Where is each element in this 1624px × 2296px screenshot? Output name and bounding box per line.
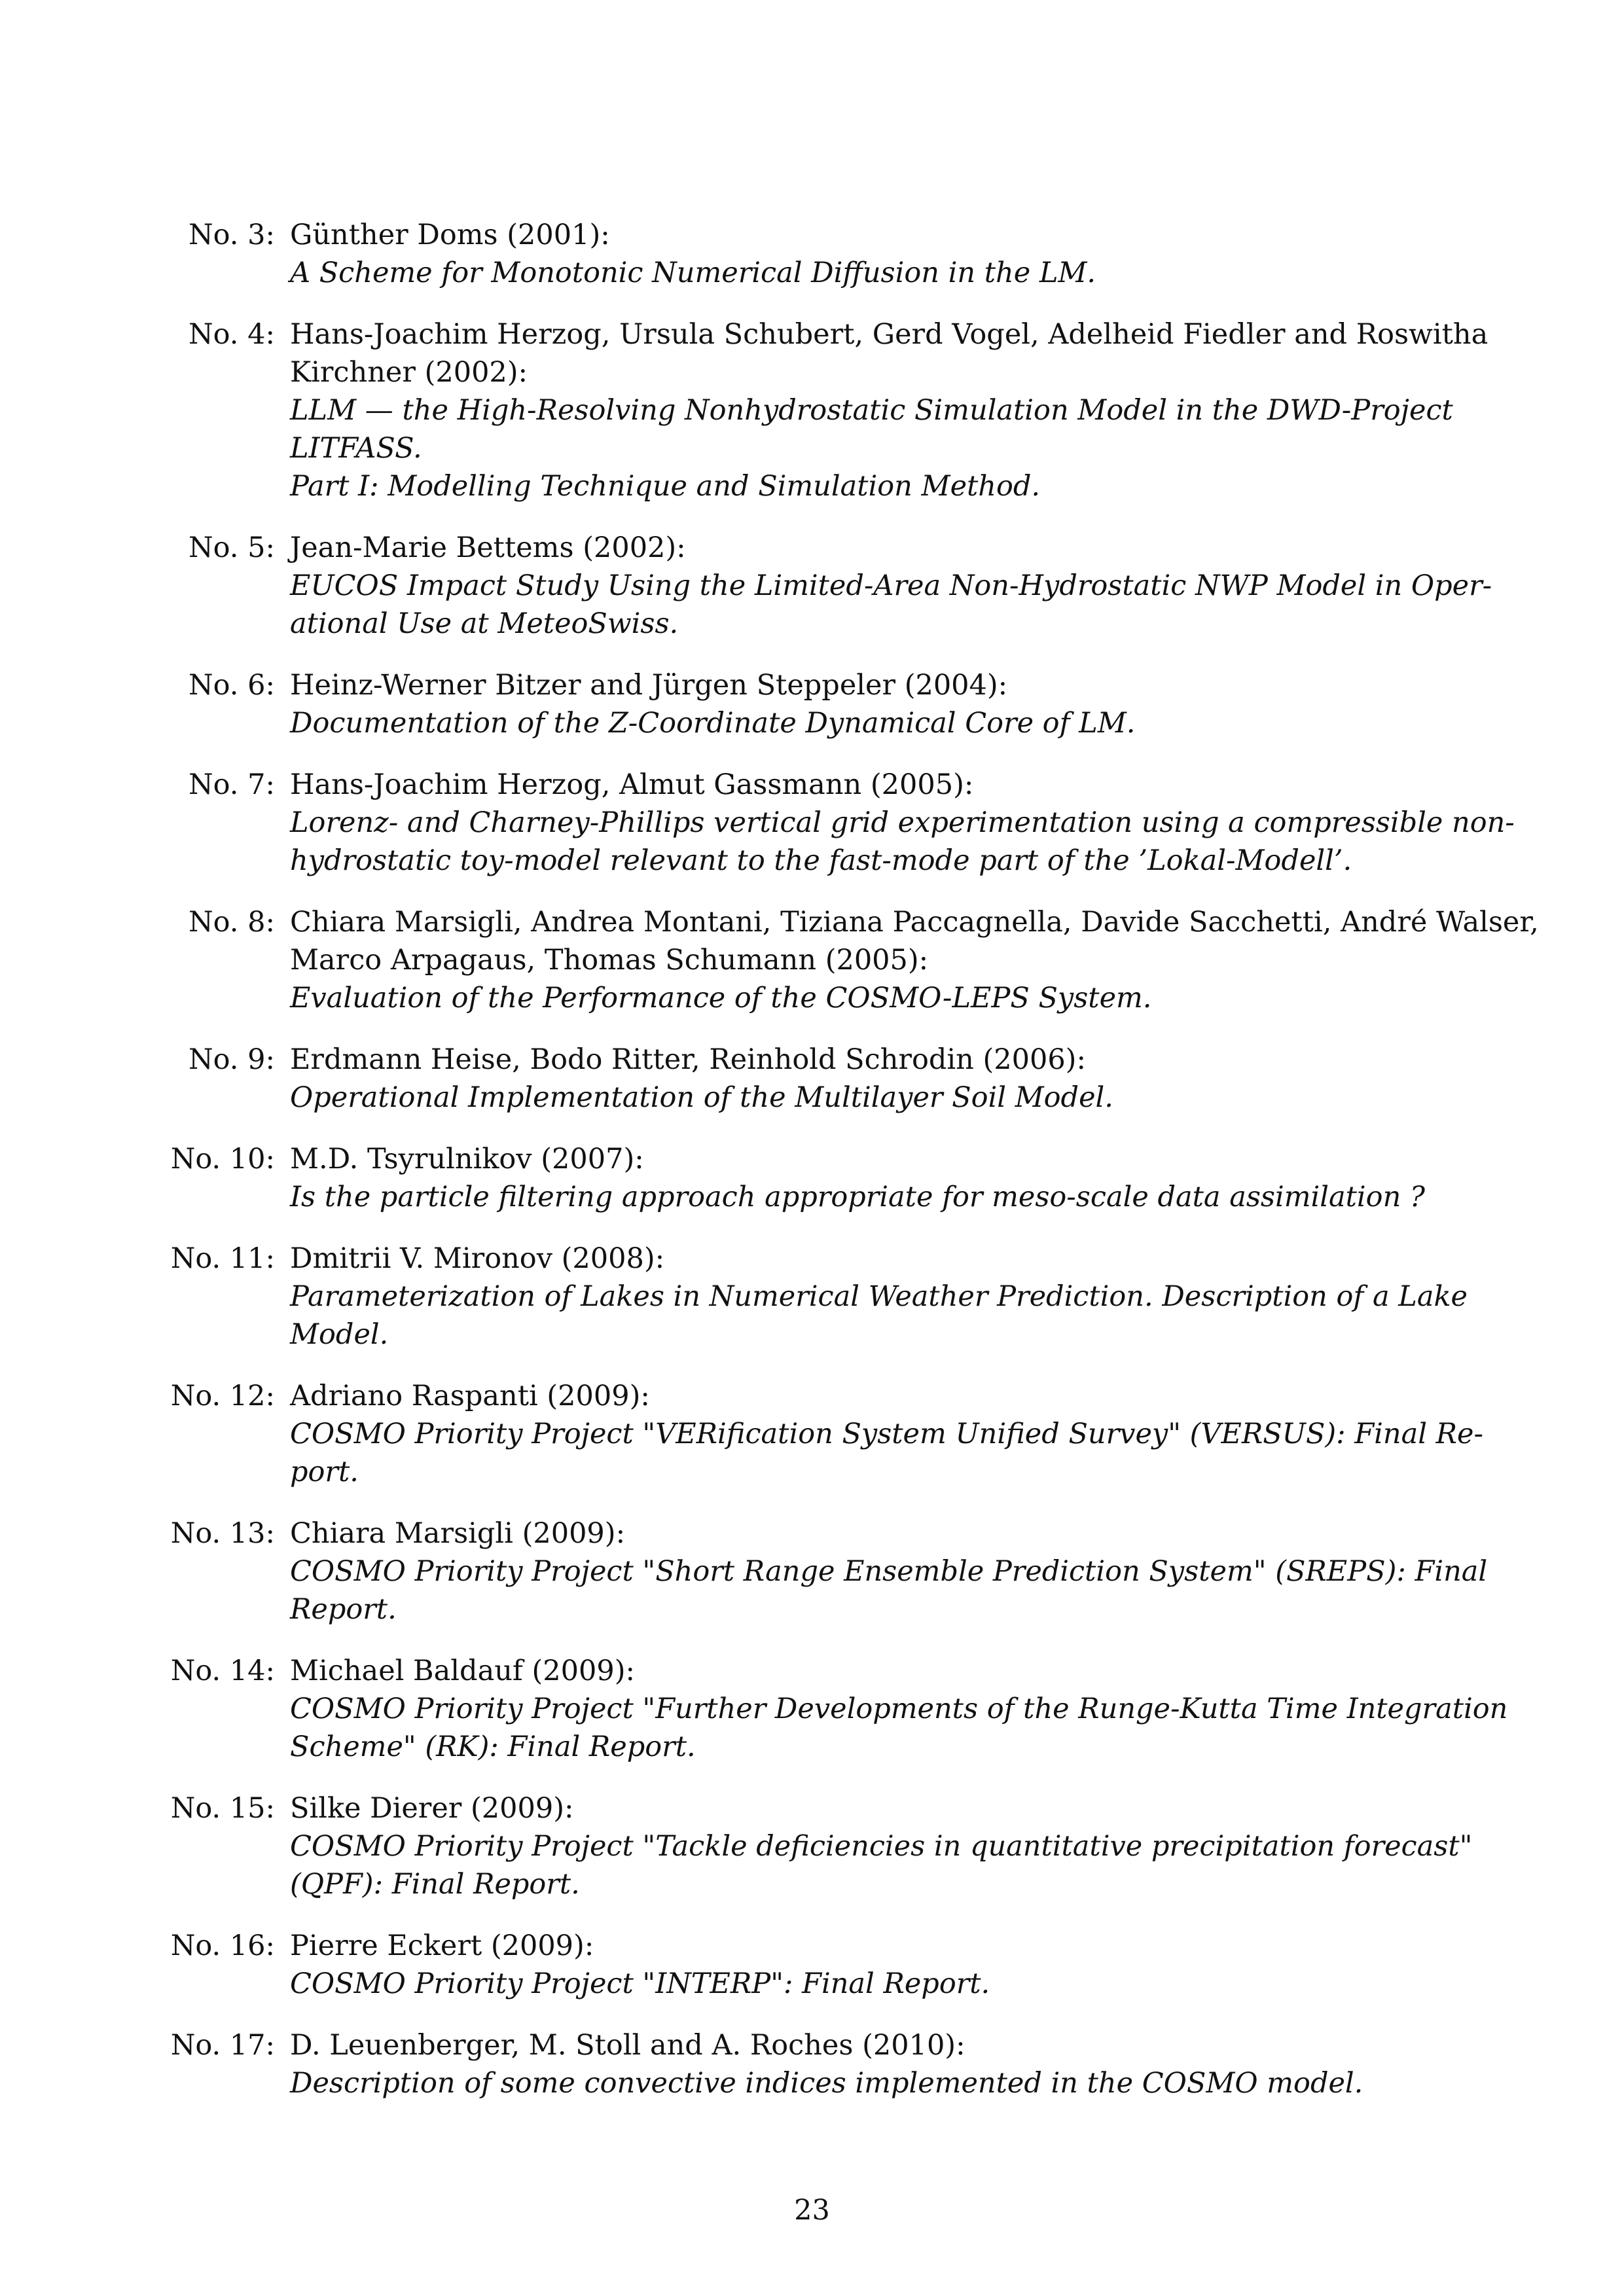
list-item <box>0 315 1624 505</box>
list-item <box>0 1041 1624 1117</box>
entry-number: No. 13: <box>170 1517 275 1550</box>
entry-number: No. 10: <box>170 1143 275 1175</box>
entry-number: No. 4: <box>189 318 275 351</box>
entry-number: No. 16: <box>170 1929 275 1962</box>
entry-title: LITFASS. <box>290 432 422 465</box>
publication-list <box>0 216 1624 2126</box>
entry-body <box>290 2026 1416 2102</box>
entry-number: No. 17: <box>170 2029 275 2062</box>
entry-authors: M.D. Tsyrulnikov (2007): <box>290 1143 644 1175</box>
entry-authors: Kirchner (2002): <box>290 356 528 389</box>
list-item <box>0 1652 1624 1766</box>
entry-number: No. 6: <box>189 669 275 702</box>
entry-number: No. 12: <box>170 1380 275 1412</box>
entry-title: LLM — the High-Resolving Nonhydrostatic Simulation Model in the DWD-Project <box>290 394 1453 427</box>
list-item <box>0 1140 1624 1216</box>
entry-number: No. 11: <box>170 1242 275 1275</box>
entry-authors: Michael Baldauf (2009): <box>290 1655 635 1687</box>
entry-authors: Hans-Joachim Herzog, Almut Gassmann (2005): <box>290 768 974 801</box>
entry-authors: Chiara Marsigli, Andrea Montani, Tiziana Paccagnella, Davide Sacchetti, André Walser, <box>290 906 1539 939</box>
entry-authors: Erdmann Heise, Bodo Ritter, Reinhold Schrodin (2006): <box>290 1043 1086 1076</box>
entry-authors: Marco Arpagaus, Thomas Schumann (2005): <box>290 944 929 977</box>
entry-authors: Hans-Joachim Herzog, Ursula Schubert, Gerd Vogel, Adelheid Fiedler and Roswitha <box>290 318 1489 351</box>
entry-authors: Pierre Eckert (2009): <box>290 1929 594 1962</box>
list-item <box>0 2026 1624 2102</box>
entry-title: (QPF): Final Report. <box>290 1868 580 1901</box>
entry-title: COSMO Priority Project "VERification System Unified Survey" (VERSUS): Final Re- <box>290 1418 1484 1450</box>
entry-title: Model. <box>290 1318 389 1351</box>
entry-title: Evaluation of the Performance of the COSMO-LEPS System. <box>290 982 1152 1014</box>
entry-body <box>290 1377 1484 1491</box>
page-number: 23 <box>794 2194 830 2227</box>
entry-title: hydrostatic toy-model relevant to the fast-mode part of the ’Lokal-Modell’. <box>290 844 1352 877</box>
entry-title: Parameterization of Lakes in Numerical Weather Prediction. Description of a Lake <box>290 1280 1468 1313</box>
entry-title: Documentation of the Z-Coordinate Dynamical Core of LM. <box>290 707 1136 740</box>
entry-title: Lorenz- and Charney-Phillips vertical grid experimentation using a compressible non- <box>290 806 1515 839</box>
list-item <box>0 903 1624 1017</box>
entry-title: COSMO Priority Project "Short Range Ensemble Prediction System" (SREPS): Final <box>290 1555 1488 1588</box>
entry-authors: Dmitrii V. Mironov (2008): <box>290 1242 665 1275</box>
list-item <box>0 766 1624 880</box>
entry-title: Part I: Modelling Technique and Simulation Method. <box>290 470 1041 503</box>
entry-title: Is the particle filtering approach appropriate for meso-scale data assimilation ? <box>290 1181 1425 1213</box>
list-item <box>0 1789 1624 1903</box>
entry-body <box>290 1789 1473 1903</box>
entry-authors: Jean-Marie Bettems (2002): <box>290 531 686 564</box>
entry-authors: Chiara Marsigli (2009): <box>290 1517 626 1550</box>
entry-body <box>290 216 1416 292</box>
entry-body <box>290 1041 1416 1117</box>
entry-authors: Günther Doms (2001): <box>290 219 610 251</box>
entry-title: A Scheme for Monotonic Numerical Diffusion in the LM. <box>290 257 1096 289</box>
entry-authors: Adriano Raspanti (2009): <box>290 1380 650 1412</box>
entry-title: Report. <box>290 1593 397 1626</box>
entry-number: No. 8: <box>189 906 275 939</box>
entry-number: No. 7: <box>189 768 275 801</box>
entry-title: COSMO Priority Project "INTERP": Final Report. <box>290 1967 990 2000</box>
entry-number: No. 14: <box>170 1655 275 1687</box>
entry-authors: Silke Dierer (2009): <box>290 1792 574 1825</box>
entry-body <box>290 1652 1508 1766</box>
entry-title: Operational Implementation of the Multilayer Soil Model. <box>290 1081 1113 1114</box>
entry-title: Scheme" (RK): Final Report. <box>290 1731 696 1763</box>
entry-body <box>290 1140 1425 1216</box>
list-item <box>0 1377 1624 1491</box>
list-item <box>0 529 1624 643</box>
entry-body <box>290 529 1492 643</box>
entry-number: No. 3: <box>189 219 275 251</box>
entry-title: EUCOS Impact Study Using the Limited-Area Non-Hydrostatic NWP Model in Oper- <box>290 569 1492 602</box>
entry-body <box>290 766 1515 880</box>
entry-number: No. 5: <box>189 531 275 564</box>
list-item <box>0 1927 1624 2003</box>
entry-title: ational Use at MeteoSwiss. <box>290 607 679 640</box>
entry-authors: Heinz-Werner Bitzer and Jürgen Steppeler (2004): <box>290 669 1008 702</box>
entry-number: No. 9: <box>189 1043 275 1076</box>
entry-title: COSMO Priority Project "Further Developments of the Runge-Kutta Time Integration <box>290 1693 1508 1725</box>
entry-body <box>290 903 1539 1017</box>
entry-body <box>290 666 1416 742</box>
entry-number: No. 15: <box>170 1792 275 1825</box>
list-item <box>0 666 1624 742</box>
list-item <box>0 1240 1624 1354</box>
list-item <box>0 216 1624 292</box>
entry-body <box>290 1927 1416 2003</box>
entry-authors: D. Leuenberger, M. Stoll and A. Roches (2010): <box>290 2029 965 2062</box>
entry-title: port. <box>290 1456 359 1488</box>
entry-body <box>290 1515 1488 1628</box>
entry-title: Description of some convective indices implemented in the COSMO model. <box>290 2067 1363 2100</box>
entry-body <box>290 315 1489 505</box>
entry-title: COSMO Priority Project "Tackle deficiencies in quantitative precipitation forecast" <box>290 1830 1473 1863</box>
entry-body <box>290 1240 1468 1354</box>
list-item <box>0 1515 1624 1628</box>
